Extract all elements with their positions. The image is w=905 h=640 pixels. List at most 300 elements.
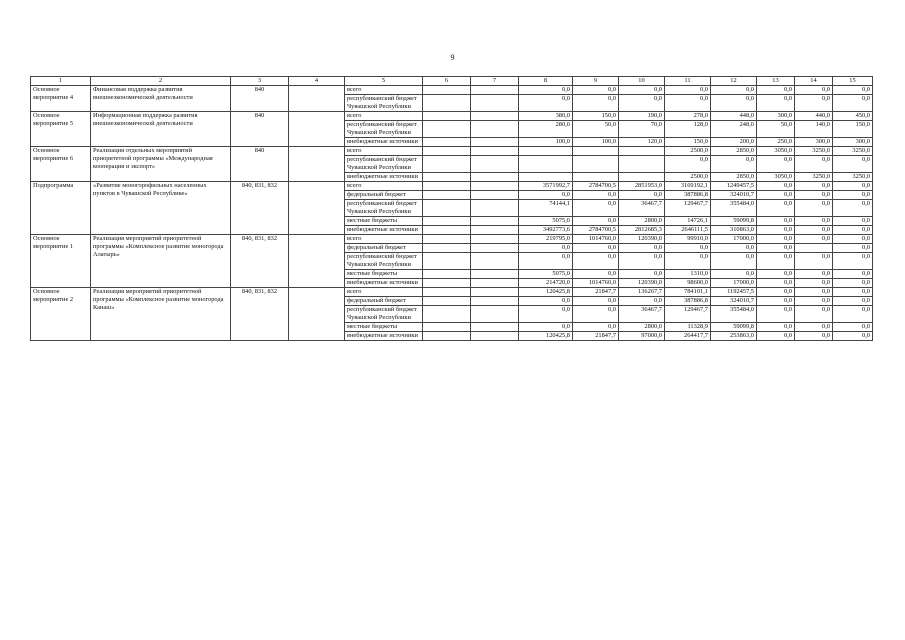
amount-cell: 120390,0 — [619, 279, 665, 288]
amount-cell: 0,0 — [833, 297, 873, 306]
funding-source: республиканский бюджет Чувашской Республики — [345, 156, 423, 173]
amount-cell: 0,0 — [619, 244, 665, 253]
empty-cell — [423, 270, 471, 279]
amount-cell: 0,0 — [711, 156, 757, 173]
funding-source: всего — [345, 147, 423, 156]
amount-cell: 0,0 — [757, 226, 795, 235]
funding-source: республиканский бюджет Чувашской Республики — [345, 253, 423, 270]
amount-cell: 1192457,5 — [711, 288, 757, 297]
amount-cell: 17000,0 — [711, 235, 757, 244]
amount-cell: 0,0 — [757, 332, 795, 341]
amount-cell: 0,0 — [757, 95, 795, 112]
funding-source: всего — [345, 112, 423, 121]
row-kind: Основное мероприятие 4 — [31, 86, 91, 112]
amount-cell: 0,0 — [519, 95, 573, 112]
amount-cell: 99910,0 — [665, 235, 711, 244]
funding-source: всего — [345, 182, 423, 191]
amount-cell: 0,0 — [833, 156, 873, 173]
amount-cell: 0,0 — [711, 95, 757, 112]
amount-cell: 0,0 — [573, 86, 619, 95]
amount-cell: 0,0 — [795, 95, 833, 112]
amount-cell: 0,0 — [833, 253, 873, 270]
amount-cell: 0,0 — [833, 217, 873, 226]
amount-cell: 0,0 — [573, 217, 619, 226]
amount-cell: 0,0 — [665, 95, 711, 112]
column-number-row — [31, 77, 873, 86]
amount-cell: 3571992,7 — [519, 182, 573, 191]
amount-cell: 1249457,5 — [711, 182, 757, 191]
amount-cell: 17000,0 — [711, 279, 757, 288]
empty-cell — [423, 297, 471, 306]
empty-cell — [471, 235, 519, 244]
amount-cell: 784101,1 — [665, 288, 711, 297]
amount-cell: 129467,7 — [665, 306, 711, 323]
amount-cell: 0,0 — [833, 95, 873, 112]
funding-source: республиканский бюджет Чувашской Республики — [345, 121, 423, 138]
amount-cell — [619, 156, 665, 173]
funding-source: федеральный бюджет — [345, 244, 423, 253]
amount-cell: 0,0 — [795, 235, 833, 244]
amount-cell: 0,0 — [795, 217, 833, 226]
funding-source: всего — [345, 235, 423, 244]
amount-cell: 0,0 — [757, 270, 795, 279]
amount-cell: 14726,1 — [665, 217, 711, 226]
page-number: 9 — [450, 53, 455, 62]
empty-cell — [471, 217, 519, 226]
table-row — [31, 182, 873, 191]
column-number: 4 — [289, 77, 345, 86]
row-kind: Подпрограмма — [31, 182, 91, 235]
column-number: 10 — [619, 77, 665, 86]
amount-cell: 0,0 — [795, 200, 833, 217]
amount-cell: 0,0 — [519, 306, 573, 323]
amount-cell: 0,0 — [757, 279, 795, 288]
amount-cell: 150,0 — [833, 121, 873, 138]
empty-cell — [471, 191, 519, 200]
amount-cell: 387886,8 — [665, 191, 711, 200]
amount-cell — [519, 156, 573, 173]
amount-cell: 2800,0 — [619, 217, 665, 226]
funding-source: внебюджетные источники — [345, 173, 423, 182]
empty-cell — [471, 226, 519, 235]
amount-cell: 0,0 — [519, 323, 573, 332]
amount-cell: 3050,0 — [757, 173, 795, 182]
amount-cell: 0,0 — [833, 270, 873, 279]
amount-cell: 450,0 — [833, 112, 873, 121]
amount-cell: 0,0 — [573, 200, 619, 217]
empty-cell — [471, 147, 519, 156]
amount-cell: 355484,0 — [711, 200, 757, 217]
empty-cell — [423, 156, 471, 173]
empty-cell — [471, 173, 519, 182]
column-number: 8 — [519, 77, 573, 86]
amount-cell: 0,0 — [795, 288, 833, 297]
empty-cell — [423, 332, 471, 341]
amount-cell: 0,0 — [573, 244, 619, 253]
amount-cell: 200,0 — [711, 138, 757, 147]
amount-cell: 380,0 — [519, 112, 573, 121]
amount-cell: 0,0 — [833, 332, 873, 341]
amount-cell: 219795,0 — [519, 235, 573, 244]
funding-source: республиканский бюджет Чувашской Республики — [345, 306, 423, 323]
amount-cell: 0,0 — [757, 217, 795, 226]
amount-cell: 98600,0 — [665, 279, 711, 288]
amount-cell: 0,0 — [711, 86, 757, 95]
amount-cell: 97000,0 — [619, 332, 665, 341]
funding-source: внебюджетные источники — [345, 279, 423, 288]
amount-cell: 100,0 — [573, 138, 619, 147]
funding-source: местные бюджеты — [345, 217, 423, 226]
column-number: 5 — [345, 77, 423, 86]
amount-cell: 3250,0 — [833, 173, 873, 182]
amount-cell: 0,0 — [619, 86, 665, 95]
amount-cell: 140,0 — [795, 121, 833, 138]
row-code: 840, 831, 832 — [231, 235, 289, 288]
amount-cell: 278,0 — [665, 112, 711, 121]
empty-cell — [423, 121, 471, 138]
amount-cell: 120425,8 — [519, 288, 573, 297]
amount-cell: 21847,7 — [573, 288, 619, 297]
amount-cell: 0,0 — [757, 288, 795, 297]
row-code: 840 — [231, 86, 289, 112]
amount-cell — [573, 147, 619, 156]
amount-cell: 0,0 — [665, 156, 711, 173]
empty-cell — [423, 288, 471, 297]
amount-cell: 0,0 — [833, 200, 873, 217]
amount-cell: 50,0 — [573, 121, 619, 138]
amount-cell: 0,0 — [665, 86, 711, 95]
empty-cell — [289, 235, 345, 288]
amount-cell: 2784700,5 — [573, 226, 619, 235]
amount-cell: 280,0 — [519, 121, 573, 138]
column-number: 14 — [795, 77, 833, 86]
empty-cell — [423, 147, 471, 156]
amount-cell: 264417,7 — [665, 332, 711, 341]
row-name: Реализация отдельных мероприятий приоритетной программы «Международная кооперация и экспорт» — [91, 147, 231, 182]
amount-cell: 0,0 — [573, 191, 619, 200]
row-name: Финансовая поддержка развития внешнеэкономической деятельности — [91, 86, 231, 112]
funding-source: федеральный бюджет — [345, 191, 423, 200]
funding-source: местные бюджеты — [345, 323, 423, 332]
empty-cell — [423, 253, 471, 270]
amount-cell: 0,0 — [795, 323, 833, 332]
empty-cell — [471, 200, 519, 217]
amount-cell: 3492773,6 — [519, 226, 573, 235]
amount-cell: 0,0 — [619, 297, 665, 306]
amount-cell: 0,0 — [757, 182, 795, 191]
empty-cell — [471, 297, 519, 306]
funding-source: внебюджетные источники — [345, 332, 423, 341]
amount-cell: 0,0 — [665, 253, 711, 270]
amount-cell: 120425,8 — [519, 332, 573, 341]
amount-cell: 36467,7 — [619, 306, 665, 323]
amount-cell: 3250,0 — [795, 147, 833, 156]
amount-cell: 0,0 — [757, 306, 795, 323]
funding-source: всего — [345, 288, 423, 297]
column-number: 3 — [231, 77, 289, 86]
amount-cell: 0,0 — [833, 288, 873, 297]
table-row — [31, 235, 873, 244]
empty-cell — [471, 138, 519, 147]
amount-cell: 0,0 — [711, 270, 757, 279]
row-kind: Основное мероприятие 5 — [31, 112, 91, 147]
amount-cell: 70,0 — [619, 121, 665, 138]
column-number: 15 — [833, 77, 873, 86]
amount-cell: 2646111,5 — [665, 226, 711, 235]
amount-cell: 0,0 — [711, 253, 757, 270]
amount-cell: 0,0 — [519, 244, 573, 253]
amount-cell: 0,0 — [757, 200, 795, 217]
amount-cell: 0,0 — [619, 95, 665, 112]
amount-cell: 0,0 — [711, 244, 757, 253]
amount-cell: 0,0 — [519, 297, 573, 306]
amount-cell: 3050,0 — [757, 147, 795, 156]
empty-cell — [423, 226, 471, 235]
amount-cell: 324010,7 — [711, 191, 757, 200]
empty-cell — [471, 270, 519, 279]
amount-cell: 74144,1 — [519, 200, 573, 217]
amount-cell: 2800,0 — [619, 323, 665, 332]
empty-cell — [471, 95, 519, 112]
amount-cell: 2850,0 — [711, 173, 757, 182]
amount-cell: 0,0 — [795, 306, 833, 323]
amount-cell: 1014760,0 — [573, 279, 619, 288]
amount-cell: 0,0 — [795, 191, 833, 200]
amount-cell: 2851953,0 — [619, 182, 665, 191]
amount-cell: 0,0 — [795, 297, 833, 306]
amount-cell: 0,0 — [665, 244, 711, 253]
empty-cell — [471, 244, 519, 253]
amount-cell: 2812685,3 — [619, 226, 665, 235]
amount-cell: 2500,0 — [665, 147, 711, 156]
empty-cell — [423, 323, 471, 332]
amount-cell: 214720,0 — [519, 279, 573, 288]
empty-cell — [471, 182, 519, 191]
financing-table — [30, 76, 873, 341]
empty-cell — [289, 147, 345, 182]
amount-cell: 136267,7 — [619, 288, 665, 297]
amount-cell: 0,0 — [795, 182, 833, 191]
column-number: 6 — [423, 77, 471, 86]
amount-cell: 0,0 — [795, 156, 833, 173]
empty-cell — [423, 86, 471, 95]
row-code: 840, 831, 832 — [231, 182, 289, 235]
amount-cell: 0,0 — [833, 226, 873, 235]
amount-cell: 0,0 — [619, 191, 665, 200]
amount-cell: 5075,0 — [519, 270, 573, 279]
empty-cell — [289, 86, 345, 112]
amount-cell: 387886,8 — [665, 297, 711, 306]
empty-cell — [423, 182, 471, 191]
amount-cell: 448,0 — [711, 112, 757, 121]
amount-cell — [573, 173, 619, 182]
amount-cell: 0,0 — [619, 253, 665, 270]
amount-cell: 0,0 — [573, 306, 619, 323]
amount-cell: 324010,7 — [711, 297, 757, 306]
amount-cell: 0,0 — [757, 235, 795, 244]
amount-cell: 0,0 — [519, 253, 573, 270]
amount-cell: 0,0 — [833, 244, 873, 253]
amount-cell: 0,0 — [833, 306, 873, 323]
empty-cell — [471, 288, 519, 297]
amount-cell: 0,0 — [573, 323, 619, 332]
amount-cell: 0,0 — [833, 86, 873, 95]
amount-cell: 11328,9 — [665, 323, 711, 332]
amount-cell: 310863,0 — [711, 226, 757, 235]
funding-source: всего — [345, 86, 423, 95]
amount-cell: 3250,0 — [795, 173, 833, 182]
amount-cell: 59099,8 — [711, 217, 757, 226]
empty-cell — [423, 217, 471, 226]
empty-cell — [471, 121, 519, 138]
amount-cell: 0,0 — [757, 156, 795, 173]
funding-source: республиканский бюджет Чувашской Республики — [345, 95, 423, 112]
empty-cell — [423, 306, 471, 323]
table-row — [31, 112, 873, 121]
amount-cell: 0,0 — [573, 270, 619, 279]
empty-cell — [423, 173, 471, 182]
amount-cell — [619, 147, 665, 156]
amount-cell: 1014760,0 — [573, 235, 619, 244]
row-name: «Развитие моногорофильных населенных пунктов в Чувашской Республике» — [91, 182, 231, 235]
column-number: 7 — [471, 77, 519, 86]
amount-cell: 0,0 — [573, 253, 619, 270]
amount-cell: 2500,0 — [665, 173, 711, 182]
empty-cell — [423, 95, 471, 112]
empty-cell — [471, 86, 519, 95]
amount-cell: 128,0 — [665, 121, 711, 138]
amount-cell: 0,0 — [573, 95, 619, 112]
table-row — [31, 147, 873, 156]
amount-cell: 0,0 — [795, 86, 833, 95]
row-kind: Основное мероприятие 1 — [31, 235, 91, 288]
amount-cell: 1310,0 — [665, 270, 711, 279]
amount-cell: 0,0 — [519, 191, 573, 200]
empty-cell — [423, 112, 471, 121]
row-name: Реализация мероприятий приоритетной программы «Комплексное развитие моногорода Алатырь» — [91, 235, 231, 288]
table-row — [31, 288, 873, 297]
column-number: 12 — [711, 77, 757, 86]
amount-cell: 253863,0 — [711, 332, 757, 341]
amount-cell: 100,0 — [519, 138, 573, 147]
column-number: 9 — [573, 77, 619, 86]
empty-cell — [423, 279, 471, 288]
amount-cell: 0,0 — [757, 86, 795, 95]
column-number: 11 — [665, 77, 711, 86]
column-number: 13 — [757, 77, 795, 86]
amount-cell: 21847,7 — [573, 332, 619, 341]
amount-cell: 0,0 — [757, 323, 795, 332]
amount-cell: 120390,0 — [619, 235, 665, 244]
column-number: 1 — [31, 77, 91, 86]
amount-cell — [519, 173, 573, 182]
amount-cell: 120,0 — [619, 138, 665, 147]
column-number: 2 — [91, 77, 231, 86]
amount-cell: 0,0 — [519, 86, 573, 95]
row-code: 840 — [231, 147, 289, 182]
amount-cell: 0,0 — [795, 332, 833, 341]
amount-cell: 59099,8 — [711, 323, 757, 332]
amount-cell: 250,0 — [757, 138, 795, 147]
empty-cell — [471, 156, 519, 173]
amount-cell: 0,0 — [833, 279, 873, 288]
empty-cell — [289, 182, 345, 235]
amount-cell: 0,0 — [833, 191, 873, 200]
amount-cell: 300,0 — [833, 138, 873, 147]
amount-cell: 248,0 — [711, 121, 757, 138]
amount-cell: 50,0 — [757, 121, 795, 138]
row-name: Информационная поддержка развития внешнеэкономической деятельности — [91, 112, 231, 147]
empty-cell — [471, 279, 519, 288]
empty-cell — [289, 288, 345, 341]
funding-source: внебюджетные источники — [345, 138, 423, 147]
amount-cell: 0,0 — [757, 244, 795, 253]
row-code: 840, 831, 832 — [231, 288, 289, 341]
table-row — [31, 86, 873, 95]
amount-cell: 0,0 — [833, 235, 873, 244]
empty-cell — [423, 244, 471, 253]
row-kind: Основное мероприятие 2 — [31, 288, 91, 341]
amount-cell: 0,0 — [619, 270, 665, 279]
amount-cell: 0,0 — [757, 253, 795, 270]
amount-cell: 2850,0 — [711, 147, 757, 156]
amount-cell: 0,0 — [833, 323, 873, 332]
amount-cell: 0,0 — [795, 270, 833, 279]
empty-cell — [423, 235, 471, 244]
amount-cell: 300,0 — [795, 138, 833, 147]
row-code: 840 — [231, 112, 289, 147]
empty-cell — [471, 306, 519, 323]
empty-cell — [423, 200, 471, 217]
amount-cell: 129467,7 — [665, 200, 711, 217]
amount-cell: 3169192,1 — [665, 182, 711, 191]
amount-cell: 150,0 — [573, 112, 619, 121]
amount-cell: 0,0 — [757, 297, 795, 306]
amount-cell: 440,0 — [795, 112, 833, 121]
empty-cell — [289, 112, 345, 147]
empty-cell — [423, 191, 471, 200]
amount-cell: 5075,0 — [519, 217, 573, 226]
amount-cell — [573, 156, 619, 173]
amount-cell: 0,0 — [795, 253, 833, 270]
empty-cell — [423, 138, 471, 147]
amount-cell — [795, 244, 833, 253]
amount-cell: 0,0 — [795, 279, 833, 288]
row-kind: Основное мероприятие 6 — [31, 147, 91, 182]
amount-cell: 0,0 — [573, 297, 619, 306]
amount-cell — [519, 147, 573, 156]
amount-cell: 355484,0 — [711, 306, 757, 323]
amount-cell: 190,0 — [619, 112, 665, 121]
funding-source: внебюджетные источники — [345, 226, 423, 235]
funding-source: республиканский бюджет Чувашской Республики — [345, 200, 423, 217]
empty-cell — [471, 112, 519, 121]
row-name: Реализация мероприятий приоритетной программы «Комплексное развитие моногорода Канаш» — [91, 288, 231, 341]
amount-cell: 0,0 — [833, 182, 873, 191]
amount-cell: 2784700,5 — [573, 182, 619, 191]
funding-source: местные бюджеты — [345, 270, 423, 279]
amount-cell — [619, 173, 665, 182]
empty-cell — [471, 323, 519, 332]
funding-source: федеральный бюджет — [345, 297, 423, 306]
amount-cell: 36467,7 — [619, 200, 665, 217]
amount-cell: 300,0 — [757, 112, 795, 121]
amount-cell: 0,0 — [757, 191, 795, 200]
amount-cell: 150,0 — [665, 138, 711, 147]
amount-cell: 3250,0 — [833, 147, 873, 156]
amount-cell: 0,0 — [795, 226, 833, 235]
empty-cell — [471, 332, 519, 341]
